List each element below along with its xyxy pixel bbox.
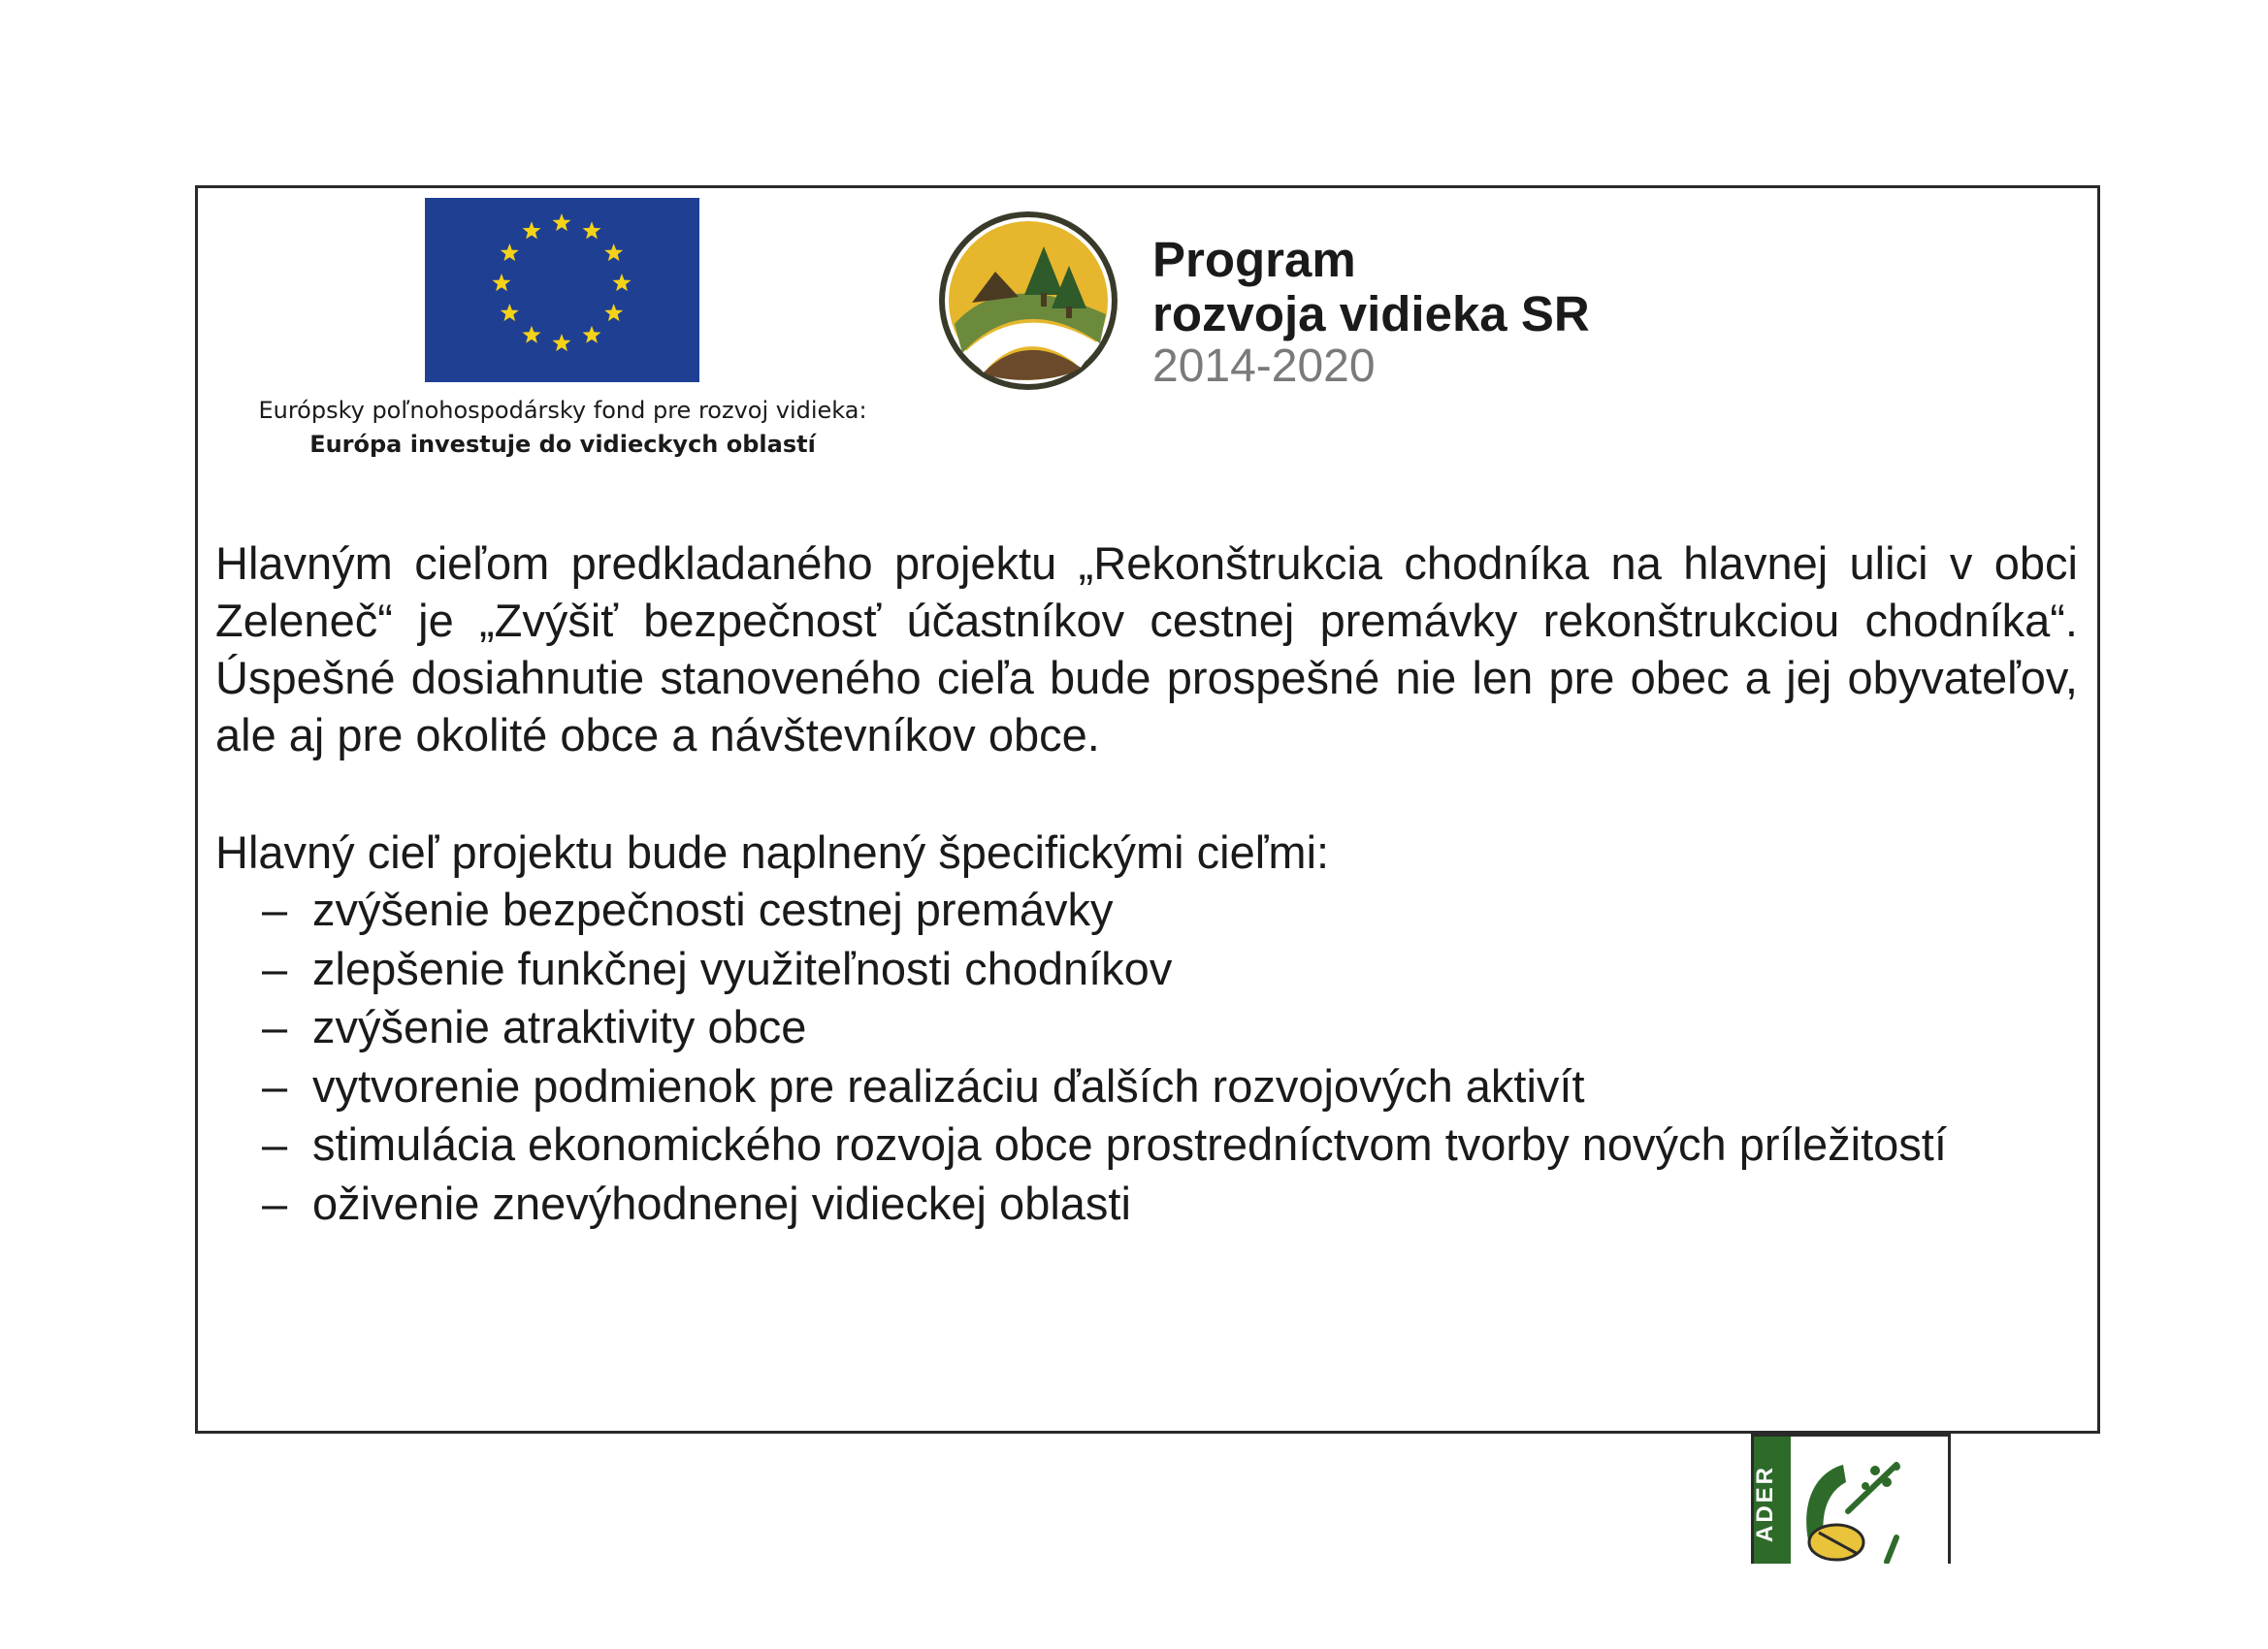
list-item <box>215 1116 2078 1175</box>
program-title <box>1152 233 1590 392</box>
eu-star-icon <box>492 274 510 291</box>
bullet-dash: – <box>262 884 288 935</box>
main-content <box>215 534 2078 1233</box>
eu-flag-icon <box>425 198 699 382</box>
main-goal-paragraph: Hlavným cieľom predkladaného projektu „Rekonštrukcia chodníka na hlavnej ulici v obci Zeleneč“ je „Zvýšiť bezpečnosť účastníkov cestnej premávky rekonštrukciou chodníka“. Úspešné dosiahnutie stanoveného cieľa bude prospešné nie len pre obec a jej obyvateľov, ale aj pre okolité obce a návštevníkov obce. <box>215 537 2078 760</box>
leader-logo-icon <box>1751 1426 1951 1564</box>
eu-star-icon <box>582 221 600 239</box>
specific-goals-intro: Hlavný cieľ projektu bude naplnený špecifickými cieľmi: <box>215 826 1330 878</box>
program-title-line2: rozvoja vidieka SR <box>1152 286 1590 341</box>
list-item <box>215 998 2078 1057</box>
bullet-dash: – <box>262 1177 288 1229</box>
list-item <box>215 940 2078 999</box>
eu-star-icon <box>522 221 540 239</box>
bullet-dash: – <box>262 1118 288 1170</box>
program-title-line1: Program <box>1152 232 1356 287</box>
eu-star-icon <box>552 213 570 231</box>
bullet-dash: – <box>262 1001 288 1052</box>
eu-star-icon <box>522 326 540 343</box>
rural-development-logo-icon <box>935 208 1121 394</box>
bullet-dash: – <box>262 1059 288 1112</box>
goal-text: zvýšenie atraktivity obce <box>312 1001 807 1052</box>
eu-star-icon <box>552 334 570 351</box>
eu-star-icon <box>501 304 519 321</box>
list-item <box>215 1057 2078 1116</box>
eu-star-icon <box>501 243 519 261</box>
goal-text: zlepšenie funkčnej využiteľnosti chodníkov <box>312 942 1173 994</box>
eu-fund-caption-line1: Európsky poľnohospodársky fond pre rozvoj vidieka: <box>258 397 867 424</box>
eu-star-icon <box>612 274 631 291</box>
list-item <box>215 1175 2078 1234</box>
eu-star-icon <box>604 243 623 261</box>
program-years: 2014-2020 <box>1152 340 1376 392</box>
svg-text:ADER: ADER <box>1752 1464 1778 1542</box>
list-item <box>215 881 2078 940</box>
bullet-dash: – <box>262 942 288 994</box>
goal-text: stimulácia ekonomického rozvoja obce prostredníctvom tvorby nových príležitostí <box>312 1118 1947 1170</box>
specific-goals-list <box>215 881 2078 1233</box>
eu-star-icon <box>604 304 623 321</box>
goal-text: zvýšenie bezpečnosti cestnej premávky <box>312 884 1114 935</box>
goal-text: oživenie znevýhodnenej vidieckej oblasti <box>312 1177 1131 1229</box>
eu-star-icon <box>582 326 600 343</box>
goal-text: vytvorenie podmienok pre realizáciu ďalších rozvojových aktivít <box>312 1059 1585 1112</box>
eu-fund-caption <box>194 394 931 462</box>
eu-fund-caption-line2: Európa investuje do vidieckych oblastí <box>309 431 816 458</box>
